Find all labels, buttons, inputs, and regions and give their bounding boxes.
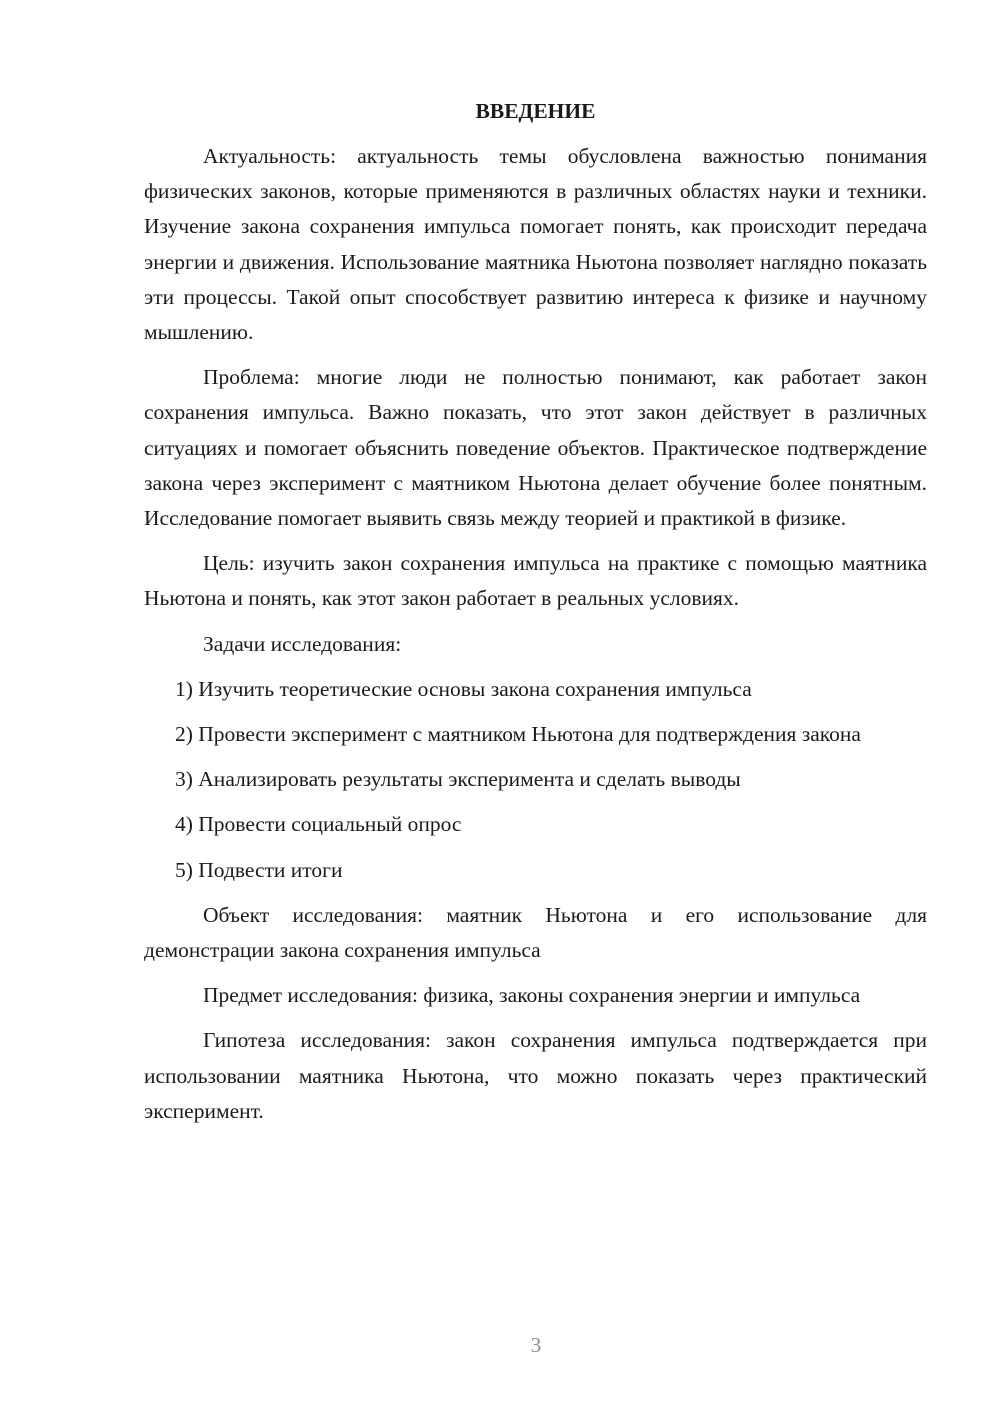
paragraph-hypothesis: Гипотеза исследования: закон сохранения импульса подтверждается при использовании маятника Ньютона, что можно показать через практический эксперимент. — [144, 1028, 927, 1123]
page-number: 3 — [530, 1333, 542, 1357]
task-item-3: 3) Анализировать результаты эксперимента и сделать выводы — [175, 767, 741, 792]
task-item-5: 5) Подвести итоги — [175, 857, 343, 882]
section-title: ВВЕДЕНИЕ — [475, 99, 596, 123]
paragraph-relevance: Актуальность: актуальность темы обусловлена важностью понимания физических законов, которые применяются в различных областях науки и техники. Изучение закона сохранения импульса помогает понять, как происходит передача энергии и движения. Использование маятника Ньютона позволяет наглядно показать эти процессы. Такой опыт способствует развитию интереса к физике и научному мышлению. — [144, 144, 927, 345]
document-page — [144, 94, 927, 1129]
tasks-heading: Задачи исследования: — [203, 631, 402, 656]
paragraph-goal: Цель: изучить закон сохранения импульса на практике с помощью маятника Ньютона и понять, как этот закон работает в реальных условиях. — [144, 551, 927, 611]
paragraph-subject: Предмет исследования: физика, законы сохранения энергии и импульса — [203, 983, 861, 1008]
task-item-4: 4) Провести социальный опрос — [175, 812, 462, 837]
paragraph-object: Объект исследования: маятник Ньютона и его использование для демонстрации закона сохранения импульса — [144, 902, 927, 963]
task-item-1: 1) Изучить теоретические основы закона сохранения импульса — [175, 676, 752, 701]
task-item-2: 2) Провести эксперимент с маятником Ньютона для подтверждения закона — [175, 722, 861, 747]
paragraph-problem: Проблема: многие люди не полностью понимают, как работает закон сохранения импульса. Важно показать, что этот закон действует в различных ситуациях и помогает объяснить поведение объектов. Практическое подтверждение закона через эксперимент с маятником Ньютона делает обучение более понятным. Исследование помогает выявить связь между теорией и практикой в физике. — [144, 365, 927, 531]
